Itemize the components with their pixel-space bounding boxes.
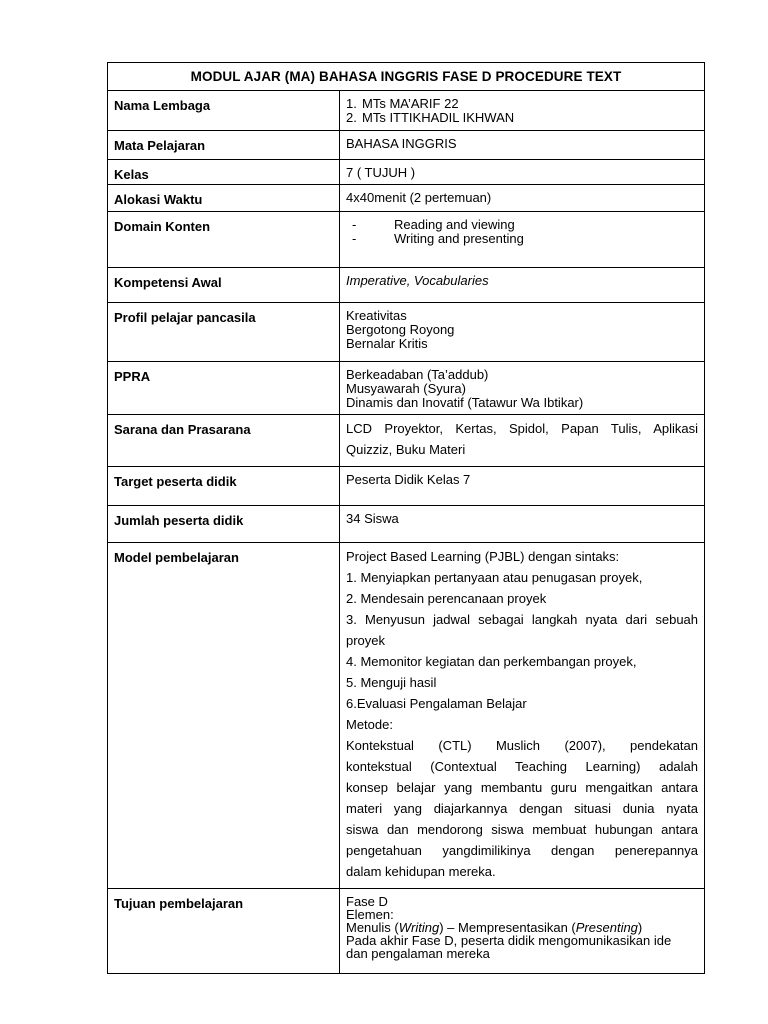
value-nama-lembaga	[340, 91, 705, 131]
row-mata-pelajaran	[108, 131, 705, 160]
list-text: Reading and viewing	[394, 217, 515, 232]
text-line: Pada akhir Fase D, peserta didik mengomunikasikan ide	[346, 933, 672, 948]
label-profil-pelajar: Profil pelajar pancasila	[108, 303, 340, 362]
list-item	[346, 232, 698, 246]
row-jumlah	[108, 506, 705, 543]
text-line: 6.Evaluasi Pengalaman Belajar	[346, 696, 527, 711]
text-line: Elemen:	[346, 907, 394, 922]
label-alokasi-waktu: Alokasi Waktu	[108, 185, 340, 212]
text-fragment: Menulis (	[346, 920, 399, 935]
row-kompetensi-awal	[108, 268, 705, 303]
label-tujuan: Tujuan pembelajaran	[108, 889, 340, 974]
list-item: Musyawarah (Syura)	[346, 381, 466, 396]
value-sarana	[340, 415, 705, 467]
text-line: 4. Memonitor kegiatan dan perkembangan proyek,	[346, 654, 637, 669]
value-alokasi-waktu: 4x40menit (2 pertemuan)	[340, 185, 705, 212]
list-item: Berkeadaban (Ta’addub)	[346, 367, 489, 382]
list-number: 2.	[346, 110, 357, 125]
row-kelas	[108, 160, 705, 185]
list-item	[346, 97, 698, 111]
text-line: 2. Mendesain perencanaan proyek	[346, 591, 547, 606]
modul-ajar-table	[107, 62, 705, 974]
label-mata-pelajaran: Mata Pelajaran	[108, 131, 340, 160]
text-line: siswa dan mendorong siswa membuat hubungan antara	[346, 822, 699, 837]
list-number: 1.	[346, 96, 357, 111]
list-item: Kreativitas	[346, 308, 407, 323]
text-fragment-italic: Writing	[398, 920, 440, 935]
text-fragment: )	[637, 920, 643, 935]
value-target: Peserta Didik Kelas 7	[340, 467, 705, 506]
list-item: Dinamis dan Inovatif (Tatawur Wa Ibtikar)	[346, 395, 584, 410]
row-profil-pelajar	[108, 303, 705, 362]
text-line: 1. Menyiapkan pertanyaan atau penugasan proyek,	[346, 570, 643, 585]
document-title: MODUL AJAR (MA) BAHASA INGGRIS FASE D PROCEDURE TEXT	[108, 63, 705, 91]
text-line: 5. Menguji hasil	[346, 675, 437, 690]
text-line: proyek	[346, 633, 386, 648]
value-kompetensi-awal: Imperative, Vocabularies	[340, 268, 705, 303]
list-item	[346, 111, 698, 125]
text-line: LCD Proyektor, Kertas, Spidol, Papan Tulis, Aplikasi	[346, 421, 699, 436]
text-line: Fase D	[346, 894, 388, 909]
label-model: Model pembelajaran	[108, 543, 340, 889]
title-row	[108, 63, 705, 91]
text-line: Kontekstual (CTL) Muslich (2007), pendekatan	[346, 738, 699, 753]
list-text: Writing and presenting	[394, 231, 524, 246]
list-item: Bergotong Royong	[346, 322, 455, 337]
row-ppra	[108, 362, 705, 415]
row-nama-lembaga	[108, 91, 705, 131]
text-line: dalam kehidupan mereka.	[346, 864, 496, 879]
text-fragment-italic: Presenting	[575, 920, 638, 935]
bullet-dash: -	[352, 231, 357, 246]
row-tujuan	[108, 889, 705, 974]
text-line: dan pengalaman mereka	[346, 946, 490, 961]
label-nama-lembaga: Nama Lembaga	[108, 91, 340, 131]
label-ppra: PPRA	[108, 362, 340, 415]
value-kelas: 7 ( TUJUH )	[340, 160, 705, 185]
label-jumlah: Jumlah peserta didik	[108, 506, 340, 543]
row-alokasi-waktu	[108, 185, 705, 212]
label-domain-konten: Domain Konten	[108, 212, 340, 268]
value-profil-pelajar	[340, 303, 705, 362]
text-line: konsep belajar yang membantu guru mengaitkan antara	[346, 780, 699, 795]
text-line: kontekstual (Contextual Teaching Learning) adalah	[346, 759, 699, 774]
label-kelas: Kelas	[108, 160, 340, 185]
label-sarana: Sarana dan Prasarana	[108, 415, 340, 467]
label-kompetensi-awal: Kompetensi Awal	[108, 268, 340, 303]
list-item	[346, 218, 698, 232]
value-model	[340, 543, 705, 889]
text-fragment: ) – Mempresentasikan (	[439, 920, 576, 935]
text-line: materi yang diajarkannya dengan situasi dunia nyata	[346, 801, 699, 816]
bullet-dash: -	[352, 217, 357, 232]
list-text: MTs MA’ARIF 22	[362, 96, 459, 111]
label-target: Target peserta didik	[108, 467, 340, 506]
value-tujuan	[340, 889, 705, 974]
text-line: 3. Menyusun jadwal sebagai langkah nyata dari sebuah	[346, 612, 699, 627]
row-target	[108, 467, 705, 506]
value-mata-pelajaran: BAHASA INGGRIS	[340, 131, 705, 160]
list-item: Bernalar Kritis	[346, 336, 428, 351]
value-ppra	[340, 362, 705, 415]
row-domain-konten	[108, 212, 705, 268]
text-line: Quizziz, Buku Materi	[346, 442, 466, 457]
value-jumlah: 34 Siswa	[340, 506, 705, 543]
row-sarana	[108, 415, 705, 467]
list-text: MTs ITTIKHADIL IKHWAN	[362, 110, 515, 125]
value-domain-konten	[340, 212, 705, 268]
text-line: Metode:	[346, 717, 393, 732]
row-model	[108, 543, 705, 889]
text-line: pengetahuan yangdimilikinya dengan penerepannya	[346, 843, 699, 858]
text-line: Project Based Learning (PJBL) dengan sintaks:	[346, 549, 620, 564]
